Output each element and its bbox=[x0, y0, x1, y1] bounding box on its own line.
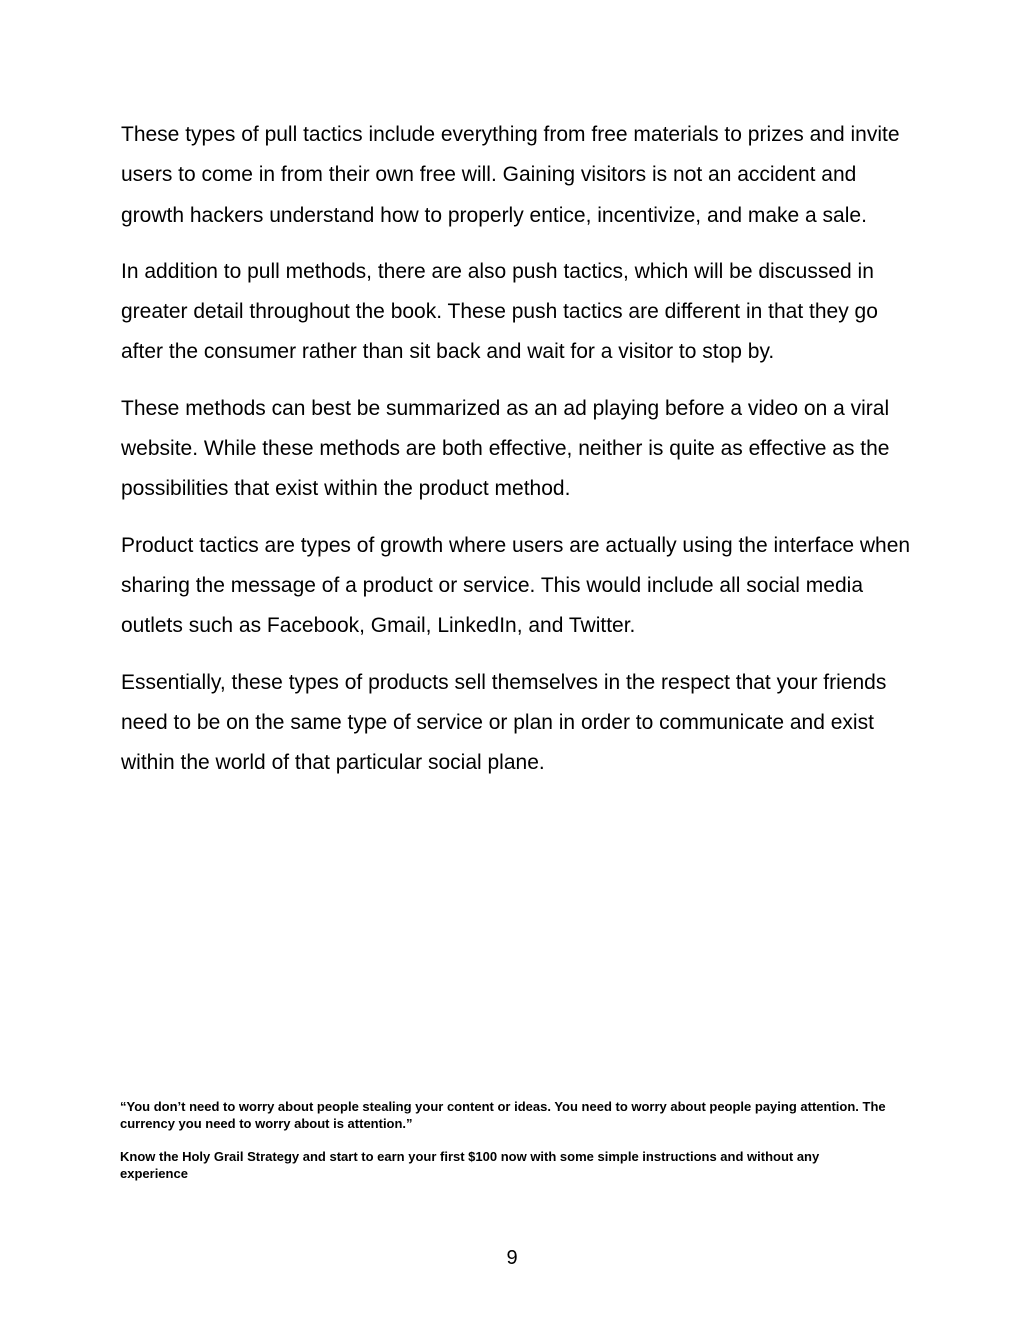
body-text bbox=[121, 115, 911, 799]
paragraph-push-tactics: In addition to pull methods, there are also push tactics, which will be discussed in greater detail throughout the book. These push tactics are different in that they go after the consumer rather than sit back and wait for a visitor to stop by. bbox=[121, 259, 878, 364]
attention-quote: “You don’t need to worry about people stealing your content or ideas. You need to worry about people paying attention. The currency you need to worry about is attention.” bbox=[120, 1099, 886, 1131]
paragraph-social-products: Essentially, these types of products sell themselves in the respect that your friends need to be on the same type of service or plan in order to communicate and exist within the world of that particular social plane. bbox=[121, 670, 887, 775]
paragraph-methods-summary: These methods can best be summarized as an ad playing before a video on a viral website. While these methods are both effective, neither is quite as effective as the possibilities that exist within the product method. bbox=[121, 396, 890, 501]
paragraph-product-tactics: Product tactics are types of growth where users are actually using the interface when sharing the message of a product or service. This would include all social media outlets such as Facebook, Gmail, LinkedIn, and Twitter. bbox=[121, 533, 911, 638]
footer-notes bbox=[120, 1099, 890, 1199]
promo-note: Know the Holy Grail Strategy and start to earn your first $100 now with some simple instructions and without any experience bbox=[120, 1149, 820, 1181]
paragraph-pull-tactics: These types of pull tactics include everything from free materials to prizes and invite users to come in from their own free will. Gaining visitors is not an accident and growth hackers understand how to properly entice, incentivize, and make a sale. bbox=[121, 123, 900, 227]
page-number: 9 bbox=[506, 1247, 518, 1269]
